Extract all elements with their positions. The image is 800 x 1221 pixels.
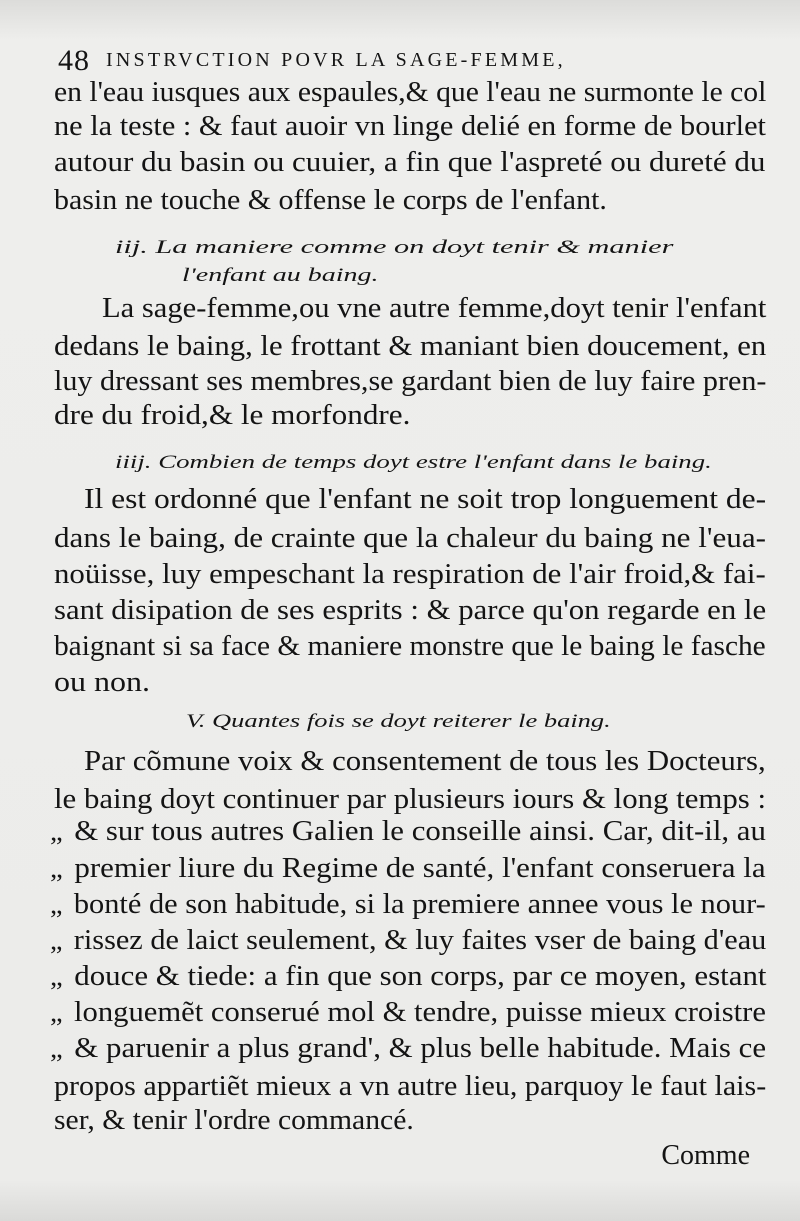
running-head: INSTRVCTION POVR LA SAGE-FEMME, [106,49,566,71]
text-line [54,1104,414,1138]
text-line [54,330,766,364]
text-line [54,110,766,144]
line-text: longuemẽt conserué mol & tendre, puisse mieux croistre [74,997,766,1028]
text-line [50,996,766,1030]
text-line [54,783,766,817]
section-heading-line [115,451,712,475]
line-text: douce & tiede: a fin que son corps, par ce moyen, estant [74,961,767,992]
line-text: autour du basin ou cuuier, a fin que l'aspreté ou dureté du [54,147,766,178]
quotation-marker: „ [50,890,63,919]
line-text: ser, & tenir l'ordre commancé. [54,1105,414,1136]
line-text: V. Quantes fois se doyt reiterer le baing. [186,711,611,732]
text-line [84,745,766,779]
text-line [50,852,766,886]
quotation-marker: „ [50,854,63,883]
line-text: iij. La maniere comme on doyt tenir & manier [115,237,674,258]
line-text: ne la teste : & faut auoir vn linge delié en forme de bourlet [54,111,766,142]
quotation-marker: „ [50,926,63,955]
text-line [54,630,766,664]
section-heading-line [182,264,379,288]
line-text: basin ne touche & offense le corps de l'enfant. [54,185,607,216]
text-line [102,292,766,326]
section-heading-line [186,710,611,734]
text-line [50,1032,766,1066]
line-text: dedans le baing, le frottant & maniant bien doucement, en [54,331,767,362]
line-text: baignant si sa face & maniere monstre que le baing le fasche [54,631,766,662]
text-line [50,960,766,994]
line-text: & paruenir a plus grand', & plus belle habitude. Mais ce [74,1033,767,1064]
text-line [54,365,766,399]
line-text: & sur tous autres Galien le conseille ainsi. Car, dit-il, au [74,816,766,847]
line-text: l'enfant au baing. [182,265,379,286]
text-line [54,1070,766,1104]
quotation-marker: „ [50,817,63,846]
text-line [84,483,766,517]
text-line [54,76,766,110]
text-line [54,558,766,592]
line-text: propos appartiẽt mieux a vn autre lieu, parquoy le faut lais- [54,1071,767,1102]
text-line [54,146,765,180]
line-text: Il est ordonné que l'enfant ne soit trop longuement de- [84,484,767,515]
line-text: Par cõmune voix & consentement de tous les Docteurs, [84,746,766,777]
text-line [54,594,766,628]
page-number: 48 [58,44,90,77]
line-text: en l'eau iusques aux espaules,& que l'eau ne surmonte le col [54,77,767,108]
text-line [54,399,410,433]
quotation-marker: „ [50,998,63,1027]
line-text: noüisse, luy empeschant la respiration de l'air froid,& fai- [54,559,766,590]
line-text: sant disipation de ses esprits : & parce qu'on regarde en le [54,595,767,626]
line-text: dre du froid,& le morfondre. [54,400,411,431]
line-text: rissez de laict seulement, & luy faites vser de baing d'eau [73,925,767,956]
line-text: luy dressant ses membres,se gardant bien de luy faire pren- [54,366,767,397]
text-line [54,184,607,218]
line-text: dans le baing, de crainte que la chaleur du baing ne l'eua- [54,523,767,554]
quotation-marker: „ [50,962,63,991]
line-text: premier liure du Regime de santé, l'enfant conseruera la [74,853,766,884]
text-line [50,815,766,849]
catchword: Comme [661,1140,750,1171]
quotation-marker: „ [50,1034,63,1063]
text-line [50,924,766,958]
line-text: iiij. Combien de temps doyt estre l'enfant dans le baing. [115,452,712,473]
line-text: La sage-femme,ou vne autre femme,doyt tenir l'enfant [102,293,767,324]
text-line [54,522,766,556]
page-header [58,44,758,78]
line-text: ou non. [54,667,151,698]
text-line [50,888,766,922]
line-text: bonté de son habitude, si la premiere annee vous le nour- [73,889,766,920]
section-heading-line [115,236,673,260]
text-line [54,666,150,700]
line-text: le baing doyt continuer par plusieurs iours & long temps : [54,784,767,815]
